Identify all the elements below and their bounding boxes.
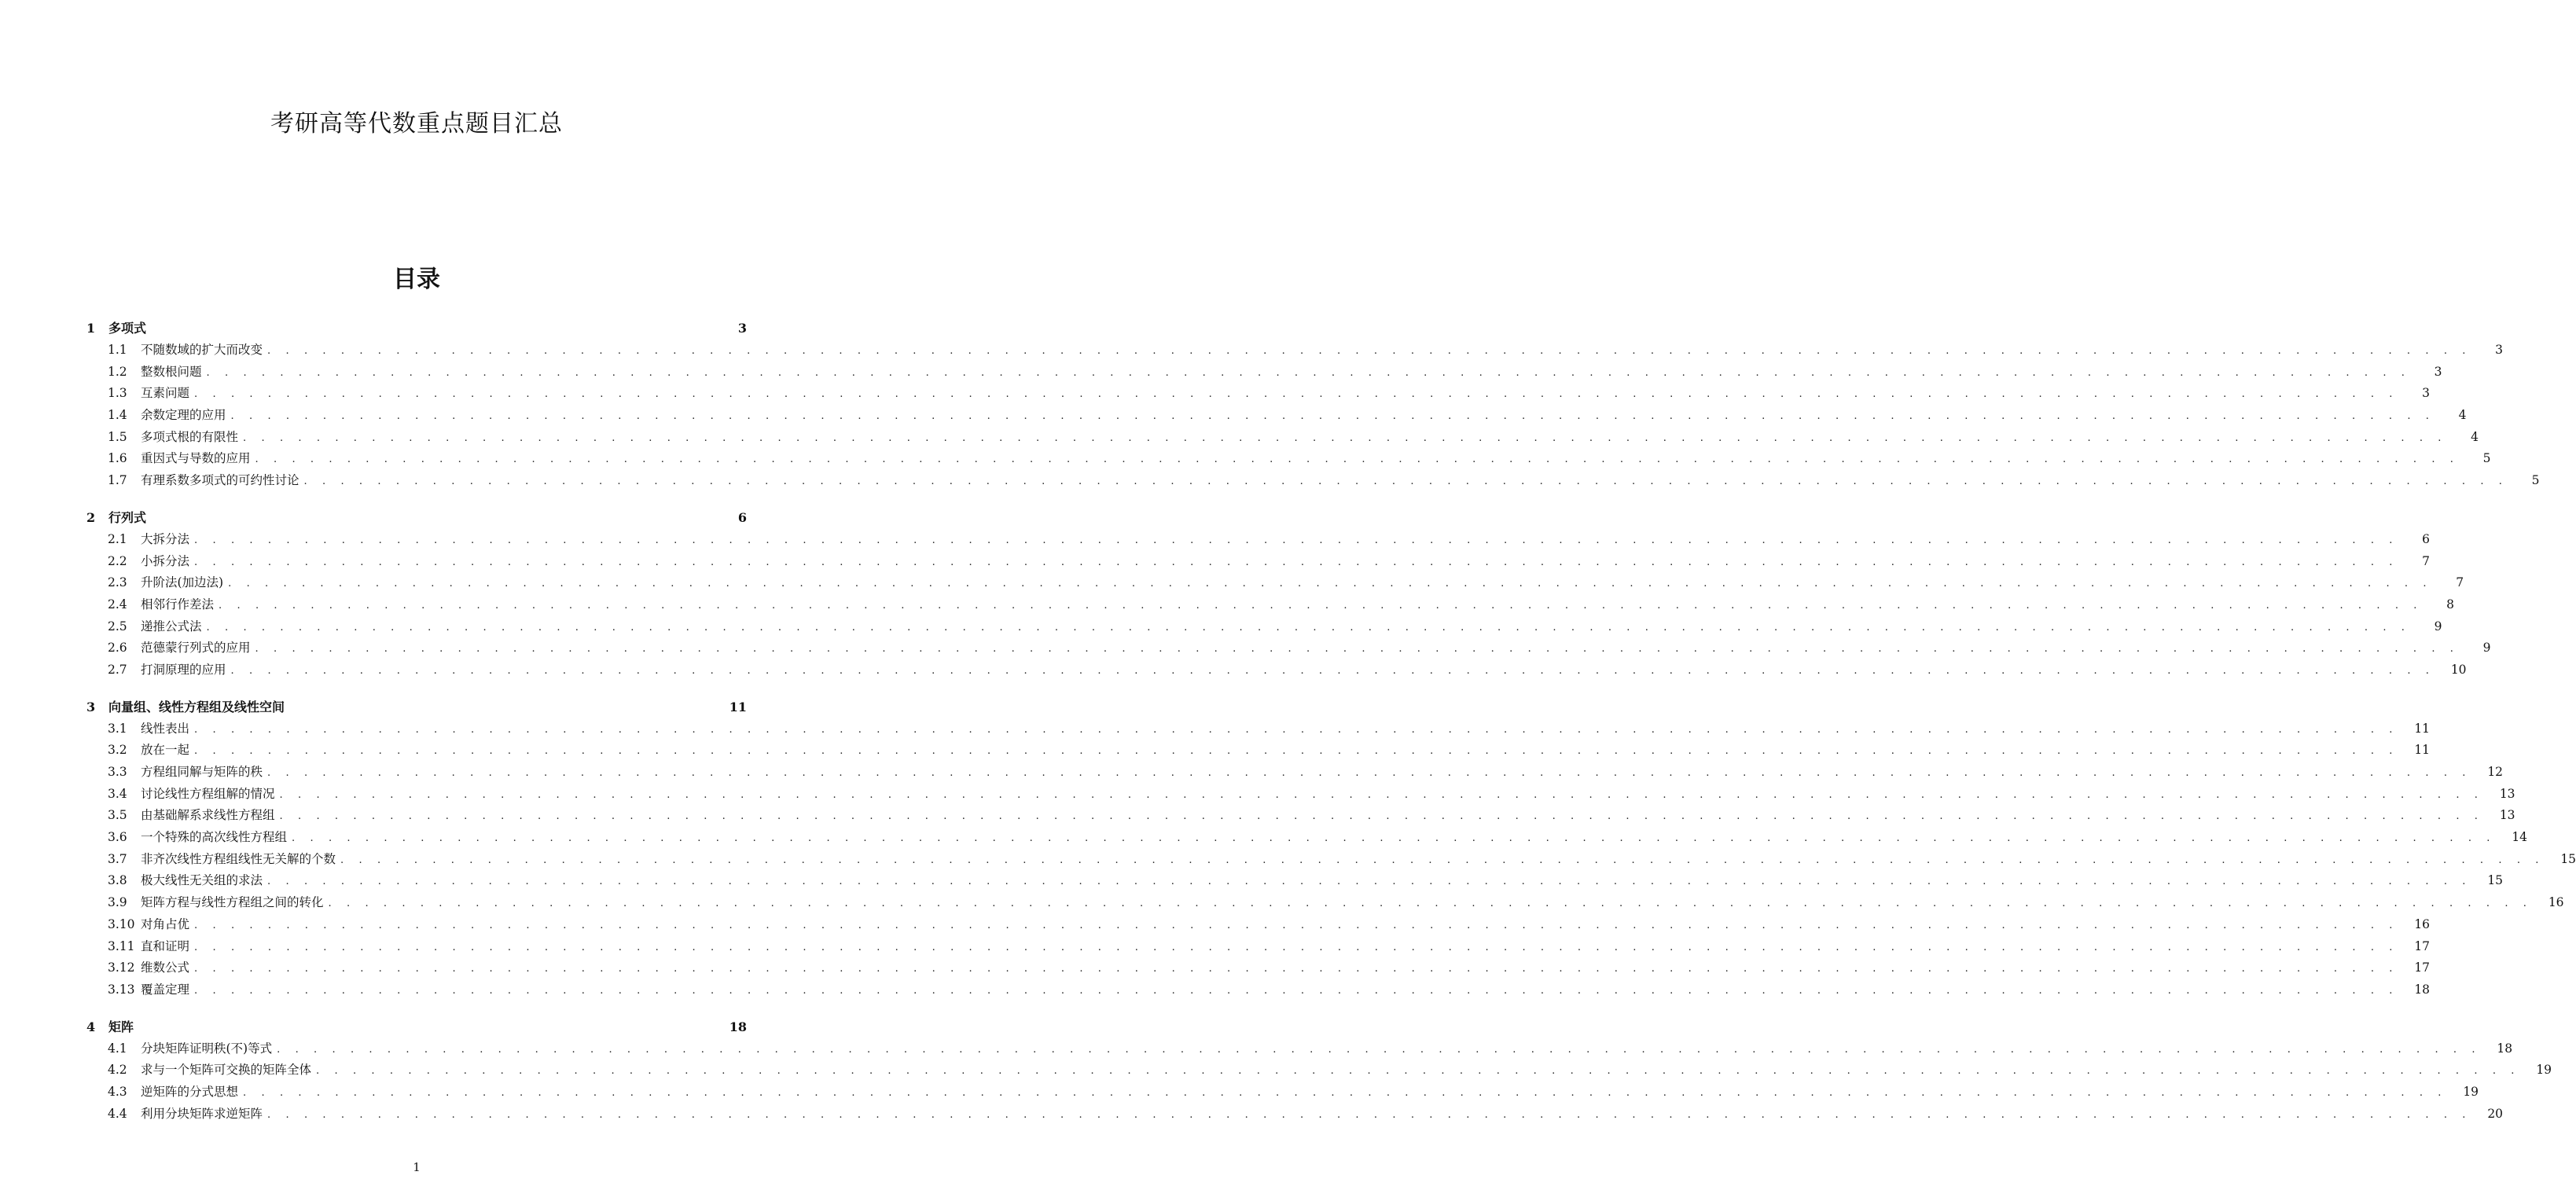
subsection-title: 非齐次线性方程组线性无关解的个数 xyxy=(141,851,336,866)
subsection-page-number: 6 xyxy=(2422,531,2431,546)
subsection-number: 3.6 xyxy=(108,830,127,845)
subsection-title: 重因式与导数的应用 xyxy=(141,451,251,466)
subsection-title: 整数根问题 xyxy=(141,364,202,379)
subsection-title: 打洞原理的应用 xyxy=(141,662,226,677)
subsection-title: 多项式根的有限性 xyxy=(141,429,239,444)
toc-section xyxy=(86,1016,2552,1126)
dot-leader: . . . . . . . . . . . . . . . . . . . . . . . . . . . . . . . . . . . . . . . . . . . . . . . . . . . . . . . . . . . . . . . . . . . . . . . . . . . . . . . . . . . . . . . . . . . . . . . . . . . . . . . . . . . . . . . . . . . . . . . . xyxy=(194,984,2399,997)
subsection-page-number: 9 xyxy=(2482,641,2491,656)
subsection-title: 余数定理的应用 xyxy=(141,408,226,423)
subsection-page-number: 7 xyxy=(2422,553,2431,568)
subsection-page-number: 11 xyxy=(2414,743,2431,758)
dot-leader: . . . . . . . . . . . . . . . . . . . . . . . . . . . . . . . . . . . . . . . . . . . . . . . . . . . . . . . . . . . . . . . . . . . . . . . . . . . . . . . . . . . . . . . . . . . . . . . . . . . . . . . . . . . . . . . . . . . . . . . . xyxy=(194,963,2399,975)
toc-subsection-entry[interactable] xyxy=(86,1104,2504,1126)
subsection-number: 3.10 xyxy=(108,916,135,931)
subsection-title: 方程组同解与矩阵的秩 xyxy=(141,765,263,779)
section-number: 4 xyxy=(86,1019,96,1034)
subsection-title: 大拆分法 xyxy=(141,531,190,546)
dot-leader: . . . . . . . . . . . . . . . . . . . . . . . . . . . . . . . . . . . . . . . . . . . . . . . . . . . . . . . . . . . . . . . . . . . . . . . . . . . . . . . . . . . . . . . . . . . . . . . . . . . . . . . . . . . . . . . . . . . . . . . . xyxy=(292,832,2497,845)
subsection-title: 递推公式法 xyxy=(141,619,202,634)
subsection-page-number: 18 xyxy=(2497,1041,2513,1056)
dot-leader: . . . . . . . . . . . . . . . . . . . . . . . . . . . . . . . . . . . . . . . . . . . . . . . . . . . . . . . . . . . . . . . . . . . . . . . . . . . . . . . . . . . . . . . . . . . . . . . . . . . . . . . . . . . . . . . . . . . . . . . . xyxy=(255,643,2460,656)
toc-section xyxy=(86,317,2540,492)
section-page-number: 18 xyxy=(729,1019,747,1034)
dot-leader: . . . . . . . . . . . . . . . . . . . . . . . . . . . . . . . . . . . . . . . . . . . . . . . . . . . . . . . . . . . . . . . . . . . . . . . . . . . . . . . . . . . . . . . . . . . . . . . . . . . . . . . . . . . . . . . . . . . . . . . . xyxy=(194,556,2399,568)
subsection-number: 1.2 xyxy=(108,364,127,379)
subsection-page-number: 12 xyxy=(2487,765,2504,779)
toc-subsection-entry[interactable] xyxy=(86,914,2431,936)
toc-subsection-entry[interactable] xyxy=(86,572,2464,594)
toc-subsection-entry[interactable] xyxy=(86,659,2467,681)
dot-leader: . . . . . . . . . . . . . . . . . . . . . . . . . . . . . . . . . . . . . . . . . . . . . . . . . . . . . . . . . . . . . . . . . . . . . . . . . . . . . . . . . . . . . . . . . . . . . . . . . . . . . . . . . . . . . . . . . . . . . . . . xyxy=(194,745,2399,758)
subsection-number: 2.5 xyxy=(108,619,127,634)
subsection-title: 由基础解系求线性方程组 xyxy=(141,808,275,823)
subsection-number: 2.1 xyxy=(108,531,127,546)
toc-section-entry[interactable] xyxy=(86,506,747,529)
subsection-page-number: 13 xyxy=(2499,786,2515,801)
toc-subsection-entry[interactable] xyxy=(86,427,2479,449)
dot-leader: . . . . . . . . . . . . . . . . . . . . . . . . . . . . . . . . . . . . . . . . . . . . . . . . . . . . . . . . . . . . . . . . . . . . . . . . . . . . . . . . . . . . . . . . . . . . . . . . . . . . . . . . . . . . . . . . . . . . . . . . xyxy=(340,854,2545,866)
page-number: 1 xyxy=(413,1160,421,1174)
toc-heading: 目录 xyxy=(393,266,440,293)
subsection-number: 1.3 xyxy=(108,386,127,401)
dot-leader: . . . . . . . . . . . . . . . . . . . . . . . . . . . . . . . . . . . . . . . . . . . . . . . . . . . . . . . . . . . . . . . . . . . . . . . . . . . . . . . . . . . . . . . . . . . . . . . . . . . . . . . . . . . . . . . . . . . . . . . . xyxy=(219,599,2423,612)
toc-subsection-entry[interactable] xyxy=(86,529,2431,551)
subsection-title: 利用分块矩阵求逆矩阵 xyxy=(141,1106,263,1121)
toc-subsection-entry[interactable] xyxy=(86,762,2504,784)
section-number: 2 xyxy=(86,509,96,525)
document-title: 考研高等代数重点题目汇总 xyxy=(270,110,563,138)
dot-leader: . . . . . . . . . . . . . . . . . . . . . . . . . . . . . . . . . . . . . . . . . . . . . . . . . . . . . . . . . . . . . . . . . . . . . . . . . . . . . . . . . . . . . . . . . . . . . . . . . . . . . . . . . . . . . . . . . . . . . . . . xyxy=(243,1086,2448,1099)
subsection-number: 4.3 xyxy=(108,1084,127,1099)
subsection-title: 升阶法(加边法) xyxy=(141,575,224,590)
subsection-page-number: 9 xyxy=(2434,619,2442,634)
table-of-contents xyxy=(86,317,2576,1139)
subsection-page-number: 16 xyxy=(2414,916,2431,931)
toc-section-entry[interactable] xyxy=(86,317,747,340)
toc-subsection-entry[interactable] xyxy=(86,405,2467,427)
dot-leader: . . . . . . . . . . . . . . . . . . . . . . . . . . . . . . . . . . . . . . . . . . . . . . . . . . . . . . . . . . . . . . . . . . . . . . . . . . . . . . . . . . . . . . . . . . . . . . . . . . . . . . . . . . . . . . . . . . . . . . . . xyxy=(267,1108,2472,1121)
subsection-title: 不随数域的扩大而改变 xyxy=(141,343,263,357)
subsection-number: 3.13 xyxy=(108,982,135,997)
subsection-title: 线性表出 xyxy=(141,721,190,736)
toc-subsection-entry[interactable] xyxy=(86,784,2515,806)
subsection-title: 极大线性无关组的求法 xyxy=(141,873,263,888)
dot-leader: . . . . . . . . . . . . . . . . . . . . . . . . . . . . . . . . . . . . . . . . . . . . . . . . . . . . . . . . . . . . . . . . . . . . . . . . . . . . . . . . . . . . . . . . . . . . . . . . . . . . . . . . . . . . . . . . . . . . . . . . xyxy=(277,1043,2482,1056)
subsection-title: 一个特殊的高次线性方程组 xyxy=(141,830,288,845)
toc-subsection-entry[interactable] xyxy=(86,1060,2552,1082)
subsection-title: 维数公式 xyxy=(141,960,190,975)
dot-leader: . . . . . . . . . . . . . . . . . . . . . . . . . . . . . . . . . . . . . . . . . . . . . . . . . . . . . . . . . . . . . . . . . . . . . . . . . . . . . . . . . . . . . . . . . . . . . . . . . . . . . . . . . . . . . . . . . . . . . . . . xyxy=(194,941,2399,953)
dot-leader: . . . . . . . . . . . . . . . . . . . . . . . . . . . . . . . . . . . . . . . . . . . . . . . . . . . . . . . . . . . . . . . . . . . . . . . . . . . . . . . . . . . . . . . . . . . . . . . . . . . . . . . . . . . . . . . . . . . . . . . . xyxy=(243,432,2448,444)
dot-leader: . . . . . . . . . . . . . . . . . . . . . . . . . . . . . . . . . . . . . . . . . . . . . . . . . . . . . . . . . . . . . . . . . . . . . . . . . . . . . . . . . . . . . . . . . . . . . . . . . . . . . . . . . . . . . . . . . . . . . . . . xyxy=(328,898,2533,910)
toc-subsection-entry[interactable] xyxy=(86,740,2431,762)
subsection-page-number: 4 xyxy=(2471,429,2479,444)
dot-leader: . . . . . . . . . . . . . . . . . . . . . . . . . . . . . . . . . . . . . . . . . . . . . . . . . . . . . . . . . . . . . . . . . . . . . . . . . . . . . . . . . . . . . . . . . . . . . . . . . . . . . . . . . . . . . . . . . . . . . . . . xyxy=(316,1065,2521,1078)
subsection-title: 讨论线性方程组解的情况 xyxy=(141,786,275,801)
dot-leader: . . . . . . . . . . . . . . . . . . . . . . . . . . . . . . . . . . . . . . . . . . . . . . . . . . . . . . . . . . . . . . . . . . . . . . . . . . . . . . . . . . . . . . . . . . . . . . . . . . . . . . . . . . . . . . . . . . . . . . . . xyxy=(194,919,2399,931)
dot-leader: . . . . . . . . . . . . . . . . . . . . . . . . . . . . . . . . . . . . . . . . . . . . . . . . . . . . . . . . . . . . . . . . . . . . . . . . . . . . . . . . . . . . . . . . . . . . . . . . . . . . . . . . . . . . . . . . . . . . . . . . xyxy=(194,388,2399,401)
subsection-page-number: 5 xyxy=(2482,451,2491,466)
subsection-number: 1.6 xyxy=(108,451,127,466)
dot-leader: . . . . . . . . . . . . . . . . . . . . . . . . . . . . . . . . . . . . . . . . . . . . . . . . . . . . . . . . . . . . . . . . . . . . . . . . . . . . . . . . . . . . . . . . . . . . . . . . . . . . . . . . . . . . . . . . . . . . . . . . xyxy=(194,534,2399,546)
dot-leader: . . . . . . . . . . . . . . . . . . . . . . . . . . . . . . . . . . . . . . . . . . . . . . . . . . . . . . . . . . . . . . . . . . . . . . . . . . . . . . . . . . . . . . . . . . . . . . . . . . . . . . . . . . . . . . . . . . . . . . . . xyxy=(279,788,2484,801)
subsection-number: 3.12 xyxy=(108,960,135,975)
subsection-number: 3.2 xyxy=(108,743,127,758)
toc-subsection-entry[interactable] xyxy=(86,362,2442,384)
subsection-number: 4.1 xyxy=(108,1041,127,1056)
subsection-page-number: 17 xyxy=(2414,960,2431,975)
subsection-page-number: 8 xyxy=(2446,597,2455,612)
subsection-page-number: 18 xyxy=(2414,982,2431,997)
subsection-number: 1.5 xyxy=(108,429,127,444)
subsection-number: 3.4 xyxy=(108,786,127,801)
dot-leader: . . . . . . . . . . . . . . . . . . . . . . . . . . . . . . . . . . . . . . . . . . . . . . . . . . . . . . . . . . . . . . . . . . . . . . . . . . . . . . . . . . . . . . . . . . . . . . . . . . . . . . . . . . . . . . . . . . . . . . . . xyxy=(255,454,2460,466)
subsection-page-number: 20 xyxy=(2487,1106,2504,1121)
subsection-title: 对角占优 xyxy=(141,916,190,931)
subsection-page-number: 19 xyxy=(2463,1084,2479,1099)
toc-subsection-entry[interactable] xyxy=(86,616,2442,638)
subsection-number: 4.4 xyxy=(108,1106,127,1121)
dot-leader: . . . . . . . . . . . . . . . . . . . . . . . . . . . . . . . . . . . . . . . . . . . . . . . . . . . . . . . . . . . . . . . . . . . . . . . . . . . . . . . . . . . . . . . . . . . . . . . . . . . . . . . . . . . . . . . . . . . . . . . . xyxy=(279,810,2484,823)
subsection-page-number: 3 xyxy=(2495,343,2504,357)
toc-subsection-entry[interactable] xyxy=(86,448,2491,470)
toc-subsection-entry[interactable] xyxy=(86,551,2431,573)
toc-subsection-entry[interactable] xyxy=(86,870,2504,892)
subsection-number: 3.1 xyxy=(108,721,127,736)
subsection-number: 1.7 xyxy=(108,473,127,488)
section-title: 向量组、线性方程组及线性空间 xyxy=(108,699,285,714)
subsection-number: 1.1 xyxy=(108,343,127,357)
toc-subsection-entry[interactable] xyxy=(86,470,2540,492)
subsection-number: 1.4 xyxy=(108,408,127,423)
dot-leader: . . . . . . . . . . . . . . . . . . . . . . . . . . . . . . . . . . . . . . . . . . . . . . . . . . . . . . . . . . . . . . . . . . . . . . . . . . . . . . . . . . . . . . . . . . . . . . . . . . . . . . . . . . . . . . . . . . . . . . . . xyxy=(206,366,2411,379)
toc-section xyxy=(86,696,2576,1001)
subsection-title: 求与一个矩阵可交换的矩阵全体 xyxy=(141,1063,312,1078)
section-page-number: 3 xyxy=(737,321,747,336)
subsection-title: 小拆分法 xyxy=(141,553,190,568)
toc-section xyxy=(86,506,2491,681)
toc-subsection-entry[interactable] xyxy=(86,1038,2513,1060)
toc-subsection-entry[interactable] xyxy=(86,849,2576,871)
subsection-number: 2.4 xyxy=(108,597,127,612)
subsection-number: 2.7 xyxy=(108,662,127,677)
dot-leader: . . . . . . . . . . . . . . . . . . . . . . . . . . . . . . . . . . . . . . . . . . . . . . . . . . . . . . . . . . . . . . . . . . . . . . . . . . . . . . . . . . . . . . . . . . . . . . . . . . . . . . . . . . . . . . . . . . . . . . . . xyxy=(303,476,2508,488)
subsection-page-number: 3 xyxy=(2434,364,2442,379)
subsection-title: 范德蒙行列式的应用 xyxy=(141,641,251,656)
subsection-title: 逆矩阵的分式思想 xyxy=(141,1084,239,1099)
section-page-number: 6 xyxy=(737,509,747,525)
subsection-page-number: 19 xyxy=(2536,1063,2552,1078)
dot-leader: . . . . . . . . . . . . . . . . . . . . . . . . . . . . . . . . . . . . . . . . . . . . . . . . . . . . . . . . . . . . . . . . . . . . . . . . . . . . . . . . . . . . . . . . . . . . . . . . . . . . . . . . . . . . . . . . . . . . . . . . xyxy=(206,621,2411,634)
toc-subsection-entry[interactable] xyxy=(86,979,2431,1001)
toc-subsection-entry[interactable] xyxy=(86,340,2504,362)
subsection-page-number: 10 xyxy=(2450,662,2467,677)
toc-subsection-entry[interactable] xyxy=(86,637,2491,659)
toc-subsection-entry[interactable] xyxy=(86,892,2564,914)
section-number: 1 xyxy=(86,321,96,336)
dot-leader: . . . . . . . . . . . . . . . . . . . . . . . . . . . . . . . . . . . . . . . . . . . . . . . . . . . . . . . . . . . . . . . . . . . . . . . . . . . . . . . . . . . . . . . . . . . . . . . . . . . . . . . . . . . . . . . . . . . . . . . . xyxy=(267,767,2472,779)
subsection-page-number: 16 xyxy=(2548,895,2564,910)
subsection-page-number: 13 xyxy=(2499,808,2515,823)
subsection-title: 有理系数多项式的可约性讨论 xyxy=(141,473,299,488)
toc-subsection-entry[interactable] xyxy=(86,957,2431,979)
toc-section-entry[interactable] xyxy=(86,696,747,718)
subsection-number: 3.5 xyxy=(108,808,127,823)
toc-subsection-entry[interactable] xyxy=(86,827,2528,849)
subsection-number: 2.3 xyxy=(108,575,127,590)
dot-leader: . . . . . . . . . . . . . . . . . . . . . . . . . . . . . . . . . . . . . . . . . . . . . . . . . . . . . . . . . . . . . . . . . . . . . . . . . . . . . . . . . . . . . . . . . . . . . . . . . . . . . . . . . . . . . . . . . . . . . . . . xyxy=(228,578,2433,590)
subsection-title: 互素问题 xyxy=(141,386,190,401)
dot-leader: . . . . . . . . . . . . . . . . . . . . . . . . . . . . . . . . . . . . . . . . . . . . . . . . . . . . . . . . . . . . . . . . . . . . . . . . . . . . . . . . . . . . . . . . . . . . . . . . . . . . . . . . . . . . . . . . . . . . . . . . xyxy=(267,876,2472,888)
dot-leader: . . . . . . . . . . . . . . . . . . . . . . . . . . . . . . . . . . . . . . . . . . . . . . . . . . . . . . . . . . . . . . . . . . . . . . . . . . . . . . . . . . . . . . . . . . . . . . . . . . . . . . . . . . . . . . . . . . . . . . . . xyxy=(230,664,2435,677)
subsection-number: 3.8 xyxy=(108,873,127,888)
dot-leader: . . . . . . . . . . . . . . . . . . . . . . . . . . . . . . . . . . . . . . . . . . . . . . . . . . . . . . . . . . . . . . . . . . . . . . . . . . . . . . . . . . . . . . . . . . . . . . . . . . . . . . . . . . . . . . . . . . . . . . . . xyxy=(194,723,2399,736)
subsection-page-number: 15 xyxy=(2560,851,2576,866)
subsection-title: 放在一起 xyxy=(141,743,190,758)
section-title: 矩阵 xyxy=(108,1019,134,1034)
subsection-page-number: 17 xyxy=(2414,938,2431,953)
section-title: 行列式 xyxy=(108,509,147,525)
dot-leader: . . . . . . . . . . . . . . . . . . . . . . . . . . . . . . . . . . . . . . . . . . . . . . . . . . . . . . . . . . . . . . . . . . . . . . . . . . . . . . . . . . . . . . . . . . . . . . . . . . . . . . . . . . . . . . . . . . . . . . . . xyxy=(230,410,2435,423)
subsection-title: 相邻行作差法 xyxy=(141,597,215,612)
subsection-title: 覆盖定理 xyxy=(141,982,190,997)
subsection-page-number: 4 xyxy=(2458,408,2467,423)
subsection-number: 3.9 xyxy=(108,895,127,910)
subsection-page-number: 15 xyxy=(2487,873,2504,888)
subsection-page-number: 5 xyxy=(2531,473,2540,488)
subsection-number: 2.6 xyxy=(108,641,127,656)
toc-subsection-entry[interactable] xyxy=(86,1082,2479,1104)
subsection-number: 2.2 xyxy=(108,553,127,568)
section-title: 多项式 xyxy=(108,321,147,336)
subsection-page-number: 3 xyxy=(2422,386,2431,401)
toc-subsection-entry[interactable] xyxy=(86,936,2431,958)
subsection-page-number: 11 xyxy=(2414,721,2431,736)
dot-leader: . . . . . . . . . . . . . . . . . . . . . . . . . . . . . . . . . . . . . . . . . . . . . . . . . . . . . . . . . . . . . . . . . . . . . . . . . . . . . . . . . . . . . . . . . . . . . . . . . . . . . . . . . . . . . . . . . . . . . . . . xyxy=(267,345,2472,357)
toc-subsection-entry[interactable] xyxy=(86,383,2431,405)
toc-subsection-entry[interactable] xyxy=(86,718,2431,740)
section-page-number: 11 xyxy=(729,699,747,714)
toc-section-entry[interactable] xyxy=(86,1016,747,1038)
toc-subsection-entry[interactable] xyxy=(86,594,2455,616)
subsection-page-number: 14 xyxy=(2512,830,2528,845)
subsection-number: 3.3 xyxy=(108,765,127,779)
subsection-title: 分块矩阵证明秩(不)等式 xyxy=(141,1041,273,1056)
subsection-number: 3.11 xyxy=(108,938,135,953)
subsection-number: 4.2 xyxy=(108,1063,127,1078)
section-number: 3 xyxy=(86,699,96,714)
subsection-page-number: 7 xyxy=(2456,575,2464,590)
subsection-number: 3.7 xyxy=(108,851,127,866)
subsection-title: 矩阵方程与线性方程组之间的转化 xyxy=(141,895,324,910)
subsection-title: 直和证明 xyxy=(141,938,190,953)
toc-subsection-entry[interactable] xyxy=(86,805,2515,827)
